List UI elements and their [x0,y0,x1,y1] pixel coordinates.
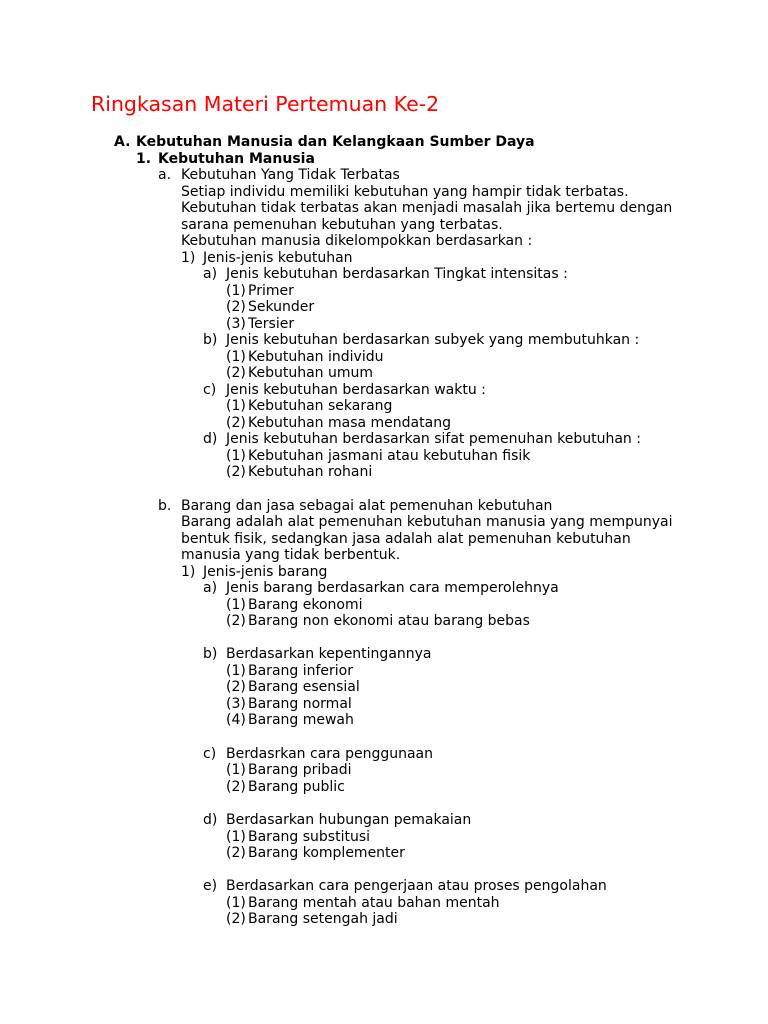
list-item-level5 [226,299,315,316]
list-text: Kebutuhan jasmani atau kebutuhan fisik [248,448,531,464]
list-num: (2) [226,911,246,927]
list-num: (1) [226,663,246,679]
list-item-level4 [203,580,559,597]
list-text: Jenis kebutuhan berdasarkan waktu : [226,382,486,398]
list-text: Jenis barang berdasarkan cara memperolehnya [226,580,559,596]
list-item-level5 [226,415,451,432]
list-num: (1) [226,398,246,414]
list-item-level5 [226,349,384,366]
list-item-level5 [226,283,294,300]
section-a-heading [114,134,535,151]
list-item-level5 [226,597,363,614]
list-item-level4 [203,382,486,399]
list-num: (1) [226,762,246,778]
list-text: Jenis kebutuhan berdasarkan Tingkat intensitas : [226,266,568,282]
paragraph-line: sarana pemenuhan kebutuhan yang terbatas. [181,217,503,233]
list-label: a) [203,266,218,282]
list-text: Jenis kebutuhan berdasarkan subyek yang membutuhkan : [226,332,640,348]
list-num: (3) [226,696,246,712]
list-label: c) [203,746,217,762]
list-text: Kebutuhan sekarang [248,398,393,414]
list-text: Barang komplementer [248,845,405,861]
paragraph-line: Setiap individu memiliki kebutuhan yang hampir tidak terbatas. [181,184,629,200]
list-label: d) [203,431,218,447]
list-text: Barang normal [248,696,352,712]
list-label: d) [203,812,218,828]
list-text: Barang mewah [248,712,354,728]
list-num: (1) [226,283,246,299]
list-text: Jenis-jenis barang [203,564,328,580]
list-item-level5 [226,895,500,912]
list-item-level4 [203,431,641,448]
sub-b-heading [158,498,553,515]
list-item-level5 [226,712,354,729]
list-text: Berdasarkan cara pengerjaan atau proses pengolahan [226,878,607,894]
list-num: (2) [226,415,246,431]
list-item-level5 [226,663,353,680]
paragraph-line: Kebutuhan tidak terbatas akan menjadi masalah jika bertemu dengan [181,200,673,216]
list-label: b) [203,646,218,662]
item-1-heading [136,151,315,168]
paragraph-line: manusia yang tidak berbentuk. [181,547,401,563]
sub-a-label: a. [158,167,172,183]
list-item-level3 [181,564,328,581]
list-num: (4) [226,712,246,728]
sub-a-heading [158,167,400,184]
list-text: Barang ekonomi [248,597,363,613]
list-item-level5 [226,448,531,465]
list-item-level4 [203,646,432,663]
list-text: Barang pribadi [248,762,352,778]
list-item-level4 [203,332,640,349]
list-text: Kebutuhan rohani [248,464,373,480]
list-num: (1) [226,597,246,613]
list-num: (2) [226,365,246,381]
list-label: c) [203,382,217,398]
list-label: 1) [181,564,196,580]
list-text: Primer [248,283,294,299]
list-text: Barang non ekonomi atau barang bebas [248,613,530,629]
page-title: Ringkasan Materi Pertemuan Ke-2 [91,92,440,116]
list-item-level4 [203,812,472,829]
list-text: Barang setengah jadi [248,911,398,927]
list-text: Barang inferior [248,663,353,679]
list-text: Barang public [248,779,345,795]
list-item-level4 [203,266,568,283]
list-item-level5 [226,779,345,796]
list-text: Barang substitusi [248,829,371,845]
list-item-level5 [226,911,398,928]
list-label: b) [203,332,218,348]
list-item-level3 [181,250,353,267]
list-num: (2) [226,679,246,695]
list-num: (2) [226,299,246,315]
list-text: Barang esensial [248,679,360,695]
list-text: Kebutuhan masa mendatang [248,415,451,431]
sub-b-label: b. [158,498,172,514]
list-text: Berdasrkan cara penggunaan [226,746,433,762]
list-item-level5 [226,679,360,696]
list-label: 1) [181,250,196,266]
list-item-level5 [226,464,373,481]
list-item-level4 [203,878,607,895]
list-text: Jenis-jenis kebutuhan [203,250,353,266]
list-num: (1) [226,895,246,911]
sub-b-text: Barang dan jasa sebagai alat pemenuhan kebutuhan [181,498,553,514]
list-item-level5 [226,316,295,333]
list-num: (2) [226,779,246,795]
list-item-level5 [226,398,393,415]
paragraph-line: Kebutuhan manusia dikelompokkan berdasarkan : [181,233,533,249]
list-num: (2) [226,464,246,480]
paragraph-line: bentuk fisik, sedangkan jasa adalah alat pemenuhan kebutuhan [181,531,631,547]
list-text: Sekunder [248,299,315,315]
list-text: Kebutuhan umum [248,365,374,381]
list-item-level5 [226,829,371,846]
list-label: e) [203,878,218,894]
list-item-level5 [226,365,374,382]
list-text: Tersier [248,316,295,332]
list-label: a) [203,580,218,596]
list-num: (3) [226,316,246,332]
list-text: Kebutuhan individu [248,349,384,365]
list-item-level5 [226,845,405,862]
paragraph-line: Barang adalah alat pemenuhan kebutuhan manusia yang mempunyai [181,514,673,530]
list-num: (1) [226,448,246,464]
item-1-label: 1. [136,151,152,167]
sub-a-text: Kebutuhan Yang Tidak Terbatas [181,167,400,183]
list-item-level4 [203,746,433,763]
section-a-label: A. [114,134,131,150]
list-text: Barang mentah atau bahan mentah [248,895,500,911]
list-item-level5 [226,613,530,630]
list-text: Berdasarkan kepentingannya [226,646,432,662]
item-1-text: Kebutuhan Manusia [158,151,315,167]
list-item-level5 [226,762,352,779]
list-text: Berdasarkan hubungan pemakaian [226,812,472,828]
list-item-level5 [226,696,352,713]
list-num: (1) [226,349,246,365]
list-text: Jenis kebutuhan berdasarkan sifat pemenuhan kebutuhan : [226,431,641,447]
list-num: (2) [226,613,246,629]
list-num: (1) [226,829,246,845]
section-a-text: Kebutuhan Manusia dan Kelangkaan Sumber Daya [136,134,535,150]
list-num: (2) [226,845,246,861]
